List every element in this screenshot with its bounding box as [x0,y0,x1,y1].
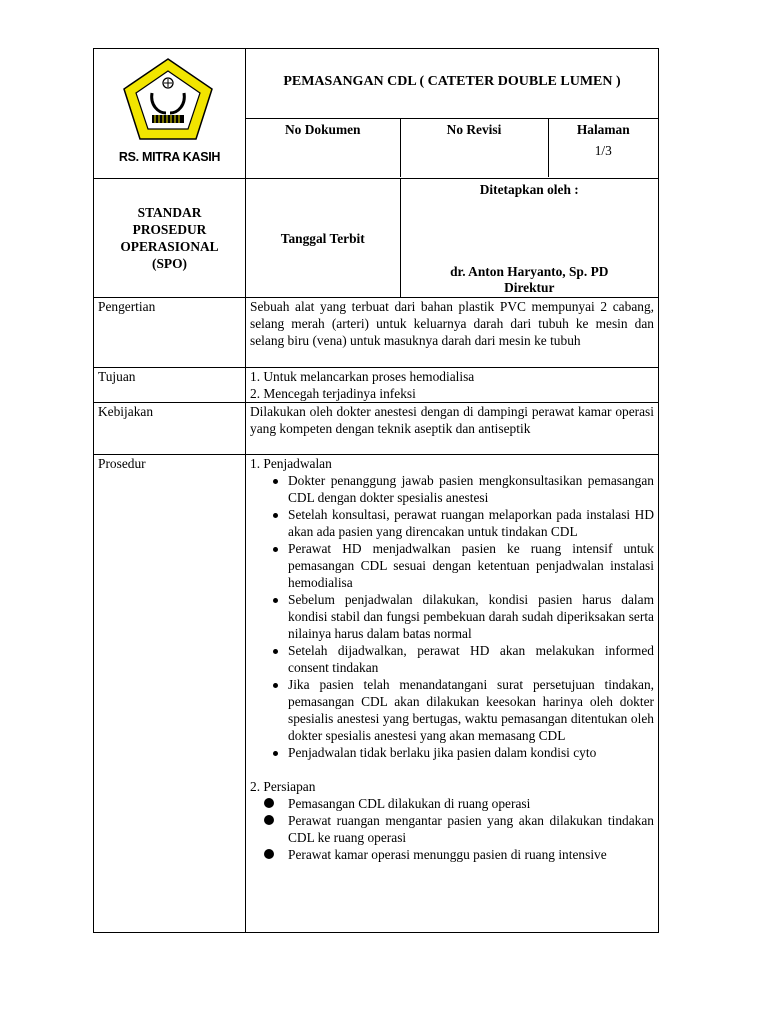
logo-cell [94,49,246,179]
hospital-logo-icon [122,57,214,141]
halaman-cell [548,118,658,177]
spo-line1: STANDAR [137,205,202,220]
no-dokumen-label: No Dokumen [246,118,400,177]
kebijakan-text: Dilakukan oleh dokter anestesi dengan di dampingi perawat kamar operasi yang kompeten dengan teknik aseptik dan antiseptik [246,403,659,455]
header-inner-table [246,49,658,177]
spo-line4: (SPO) [152,256,187,271]
tujuan-item: 1. Untuk melancarkan proses hemodialisa [250,369,475,384]
halaman-value: 1/3 [594,142,612,158]
kebijakan-label: Kebijakan [94,403,246,455]
signatory-name: dr. Anton Haryanto, Sp. PD [450,264,609,279]
spo-line2: PROSEDUR [132,222,207,237]
no-revisi-label: No Revisi [400,118,548,177]
spo-inner-table [246,179,658,297]
ditetapkan-label: Ditetapkan oleh : [479,182,579,197]
list-item: Penjadwalan tidak berlaku jika pasien dalam kondisi cyto [288,744,654,761]
pengertian-label: Pengertian [94,298,246,368]
document-title: PEMASANGAN CDL ( CATETER DOUBLE LUMEN ) [246,49,658,118]
list-item: Perawat kamar operasi menunggu pasien di ruang intensive [288,846,654,863]
hospital-name: RS. MITRA KASIH [118,150,221,164]
prosedur-label: Prosedur [94,455,246,933]
tujuan-cell [246,368,659,403]
list-item: Sebelum penjadwalan dilakukan, kondisi pasien harus dalam kondisi stabil dan fungsi pembekuan darah sudah diperiksakan serta nilainya harus dalam batas normal [288,592,654,641]
header-right-cell [246,49,659,179]
spo-document-table [93,48,659,933]
ditetapkan-cell [400,179,658,297]
list-item: Perawat HD menjadwalkan pasien ke ruang intensif untuk pemasangan CDL sesuai dengan ketentuan penjadwalan instalasi hemodialisa [288,541,654,590]
list-item: Perawat ruangan mengantar pasien yang akan dilakukan tindakan CDL ke ruang operasi [288,813,654,845]
persiapan-list [250,795,654,863]
signatory-title: Direktur [504,280,555,295]
spo-right-cell [246,179,659,298]
persiapan-heading: 2. Persiapan [250,779,316,794]
list-item: Pemasangan CDL dilakukan di ruang operasi [288,795,654,812]
pengertian-text: Sebuah alat yang terbuat dari bahan plastik PVC mempunyai 2 cabang, selang merah (arteri) untuk keluarnya darah dari tubuh ke mesin dan selang biru (vena) untuk masuknya darah dari mesin ke tubuh [246,298,659,368]
tujuan-label: Tujuan [94,368,246,403]
penjadwalan-heading: 1. Penjadwalan [250,456,332,471]
tanggal-terbit-label: Tanggal Terbit [246,179,400,297]
list-item: Dokter penanggung jawab pasien mengkonsultasikan pemasangan CDL dengan dokter spesialis anestesi [288,473,654,505]
hospital-logo [122,57,214,141]
list-item: Setelah dijadwalkan, perawat HD akan melakukan informed consent tindakan [288,643,654,675]
list-item: Jika pasien telah menandatangani surat persetujuan tindakan, pemasangan CDL akan dilakukan keesokan harinya oleh dokter spesialis anestesi yang bertugas, waktu pemasangan ditentukan oleh dokter spesialis anestesi yang akan memasang CDL [288,677,654,743]
penjadwalan-list [250,472,654,761]
tujuan-item: 2. Mencegah terjadinya infeksi [250,386,416,401]
spo-title-cell [94,179,246,298]
list-item: Setelah konsultasi, perawat ruangan melaporkan pada instalasi HD akan ada pasien yang direncakan untuk tindakan CDL [288,507,654,539]
prosedur-cell [246,455,659,933]
halaman-label: Halaman [576,121,630,137]
spo-line3: OPERASIONAL [120,239,219,254]
